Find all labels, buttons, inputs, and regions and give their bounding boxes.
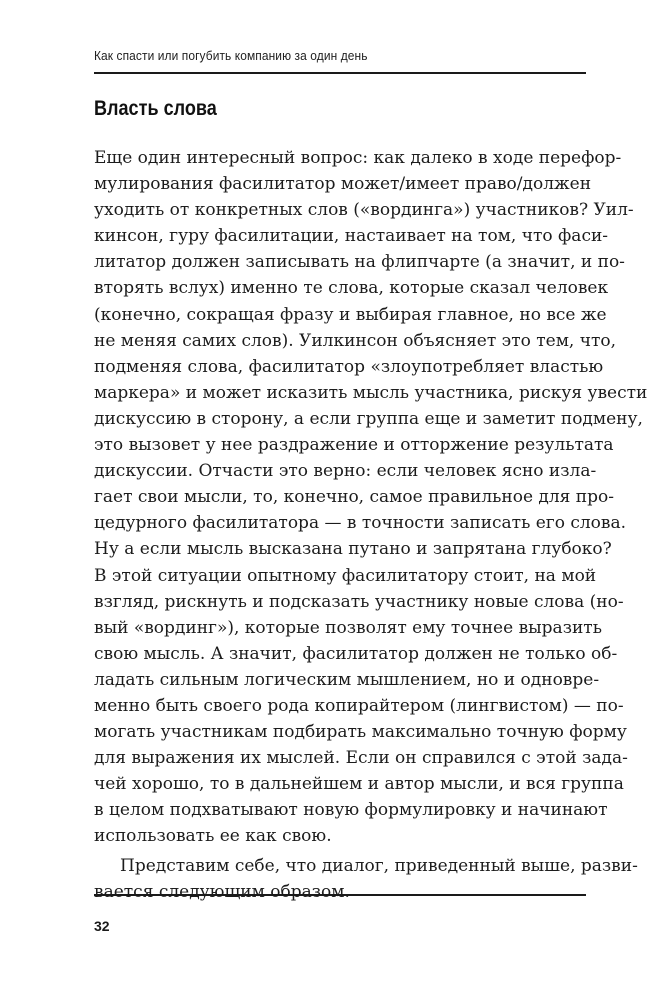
footer-rule: [94, 894, 586, 896]
paragraph: [94, 853, 638, 905]
text-line: вый «вординг»), которые позволят ему точнее выразить: [94, 617, 602, 638]
text-line: уходить от конкретных слов («вординга») участников? Уил-: [94, 200, 634, 221]
text-line: цедурного фасилитатора — в точности записать его слова.: [94, 513, 627, 534]
text-line: Еще один интересный вопрос: как далеко в ходе перефор-: [94, 148, 622, 168]
section-title: Власть слова: [94, 97, 217, 120]
text-line: мулирования фасилитатор может/имеет право/должен: [94, 174, 592, 195]
text-line: кинсон, гуру фасилитации, настаивает на том, что фаси-: [94, 226, 609, 247]
text-line: чей хорошо, то в дальнейшем и автор мысли, и вся группа: [94, 774, 624, 795]
text-line: Представим себе, что диалог, приведенный выше, разви-: [120, 855, 638, 876]
text-line: ладать сильным логическим мышлением, но и одновре-: [94, 669, 600, 690]
paragraph: [94, 145, 648, 850]
body-text: [94, 145, 648, 905]
text-line: Ну а если мысль высказана путано и запрятана глубоко?: [94, 539, 612, 560]
text-line: (конечно, сокращая фразу и выбирая главное, но все же: [94, 304, 607, 325]
text-line: В этой ситуации опытному фасилитатору стоит, на мой: [94, 565, 597, 586]
text-line: это вызовет у нее раздражение и отторжение результата: [94, 435, 614, 456]
text-line: маркера» и может исказить мысль участника, рискуя увести: [94, 382, 648, 403]
page-number: 32: [94, 918, 110, 934]
text-line: гает свои мысли, то, конечно, самое правильное для про-: [94, 487, 614, 508]
text-line: взгляд, рискнуть и подсказать участнику новые слова (но-: [94, 591, 624, 612]
text-line: подменяя слова, фасилитатор «злоупотребляет властью: [94, 356, 604, 377]
text-line: вторять вслух) именно те слова, которые сказал человек: [94, 278, 609, 299]
text-line: менно быть своего рода копирайтером (лингвистом) — по-: [94, 695, 624, 716]
text-line: могать участникам подбирать максимально точную форму: [94, 722, 627, 743]
running-header: Как спасти или погубить компанию за один день: [94, 48, 368, 63]
text-line: литатор должен записывать на флипчарте (а значит, и по-: [94, 252, 625, 273]
text-line: дискуссию в сторону, а если группа еще и заметит подмену,: [94, 408, 643, 429]
text-line: свою мысль. А значит, фасилитатор должен не только об-: [94, 643, 618, 664]
text-line: для выражения их мыслей. Если он справился с этой зада-: [94, 748, 628, 769]
header-rule: [94, 72, 586, 74]
text-line: вается следующим образом.: [94, 881, 350, 902]
text-line: в целом подхватывают новую формулировку и начинают: [94, 800, 608, 821]
text-line: использовать ее как свою.: [94, 826, 332, 847]
text-line: дискуссии. Отчасти это верно: если человек ясно изла-: [94, 461, 597, 482]
text-line: не меняя самих слов). Уилкинсон объясняет это тем, что,: [94, 330, 617, 351]
